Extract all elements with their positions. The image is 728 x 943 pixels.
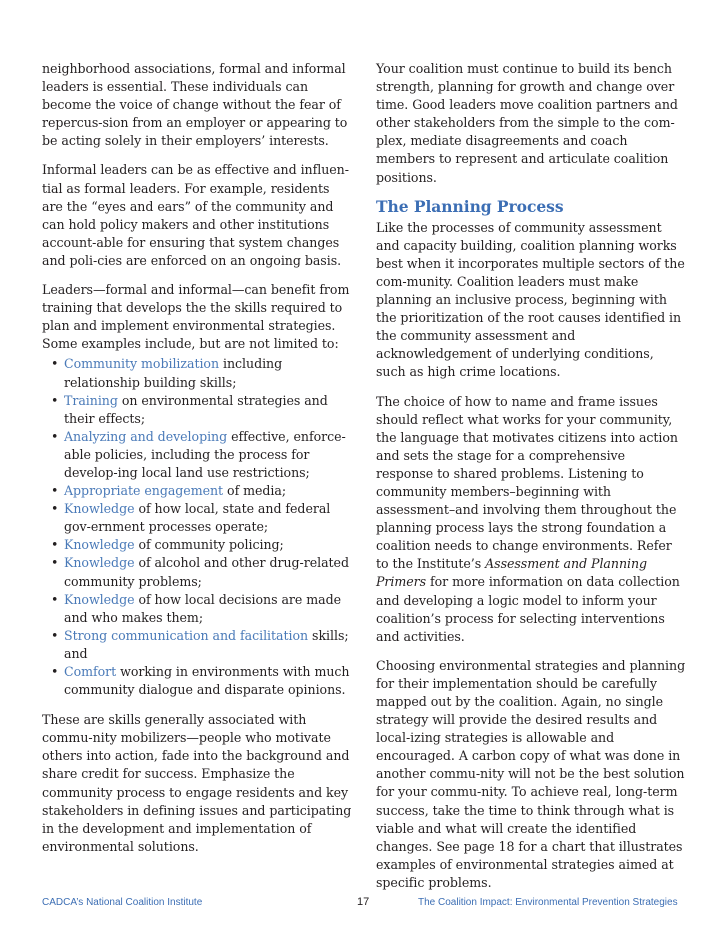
list-item-key: Knowledge <box>64 501 135 517</box>
list-item-text: of how local, state and federal gov-ernment processes operate; <box>64 501 331 535</box>
list-item-text: effective, enforce-able policies, including the process for develop-ing local land use restrictions; <box>64 428 346 480</box>
list-item-key: Appropriate engagement <box>64 483 224 499</box>
right-paragraph-2: Like the processes of community assessment and capacity building, coalition planning works best when it incorporates multiple sectors of the com-munity. Coalition leaders must make planning an inclusive process, beginning with the prioritization of the root causes identified in the community assessment and acknowledgement of underlying conditions, such as high crime locations. <box>376 219 685 380</box>
list-item-key: Knowledge <box>64 591 135 607</box>
list-item-text: of how local decisions are made and who makes them; <box>64 591 342 625</box>
list-item <box>42 554 354 590</box>
footer-title: The Coalition Impact: Environmental Prevention Strategies <box>418 897 678 908</box>
list-item-key: Comfort <box>64 664 117 679</box>
list-item-text: of alcohol and other drug-related community problems; <box>64 555 349 589</box>
left-paragraph-1: neighborhood associations, formal and informal leaders is essential. These individuals can become the voice of change without the fear of repercus-sion from an employer or appearing to be acting solely in their employers’ interests. <box>42 61 348 149</box>
list-item <box>42 536 354 554</box>
list-item-key: Knowledge <box>64 537 135 553</box>
list-item-text: on environmental strategies and their effects; <box>64 392 328 426</box>
right-column <box>376 60 686 903</box>
list-item <box>42 482 354 500</box>
left-paragraph-3: Leaders—formal and informal—can benefit from training that develops the the skills required to plan and implement environmental strategies. Some examples include, but are not limited to: <box>42 282 350 352</box>
list-item-key: Knowledge <box>64 555 135 571</box>
list-item <box>42 392 354 428</box>
list-item <box>42 500 354 536</box>
section-heading: The Planning Process <box>376 196 564 216</box>
left-column <box>42 60 354 867</box>
list-item-key: Training <box>64 392 118 408</box>
list-item-text: of community policing; <box>134 537 284 553</box>
list-item <box>42 355 354 391</box>
list-item-key: Analyzing and developing <box>64 428 228 444</box>
right-paragraph-3 <box>376 393 686 646</box>
right-paragraph-4: Choosing environmental strategies and planning for their implementation should be carefully mapped out by the coalition. Again, no single strategy will provide the desired results and local-izing strategies is allowable and encouraged. A carbon copy of what was done in another commu-nity will not be the best solution for your commu-nity. To achieve real, long-term success, take the time to think through what is viable and what will create the identified changes. See page 18 for a chart that illustrates examples of environmental strategies aimed at specific problems. <box>376 657 686 890</box>
list-item-text: of media; <box>223 483 287 499</box>
list-item <box>42 428 354 482</box>
list-item-text: working in environments with much community dialogue and disparate opinions. <box>64 664 350 698</box>
paragraph-text: The choice of how to name and frame issues should reflect what works for your community, the language that motivates citizens into action and sets the stage for a comprehensive response to shared problems. Listening to community members–beginning with assessment–and involving them throughout the planning process lays the strong foundation a coalition needs to change environments. Refer to the Institute’s <box>376 393 678 572</box>
left-paragraph-4: These are skills generally associated with commu-nity mobilizers—people who motivate others into action, fade into the background and share credit for success. Emphasize the community process to engage residents and key stakeholders in defining issues and participating in the development and implementation of environmental solutions. <box>42 712 352 854</box>
paragraph-text: for more information on data collection and developing a logic model to inform your coalition’s process for selecting interventions and activities. <box>376 574 680 644</box>
skills-list <box>42 355 354 699</box>
list-item-key: Community mobilization <box>64 356 220 372</box>
list-item <box>42 591 354 627</box>
left-paragraph-2: Informal leaders can be as effective and influen-tial as formal leaders. For example, residents are the “eyes and ears” of the community and can hold policy makers and other institutions account-able for ensuring that system changes and poli-cies are enforced on an ongoing basis. <box>42 162 349 268</box>
right-paragraph-1: Your coalition must continue to build its bench strength, planning for growth and change over time. Good leaders move coalition partners and other stakeholders from the simple to the com-plex, mediate disagreements and coach members to represent and articulate coalition positions. <box>376 61 678 185</box>
list-item-text: including relationship building skills; <box>64 356 283 390</box>
list-item-text: skills; and <box>64 627 349 661</box>
footer-publisher: CADCA’s National Coalition Institute <box>42 897 203 908</box>
list-item <box>42 627 354 663</box>
list-item <box>42 663 354 699</box>
list-item-key: Strong communication and facilitation <box>64 627 309 643</box>
page-number: 17 <box>357 896 370 908</box>
primers-title: Assessment and Planning Primers <box>376 556 648 590</box>
